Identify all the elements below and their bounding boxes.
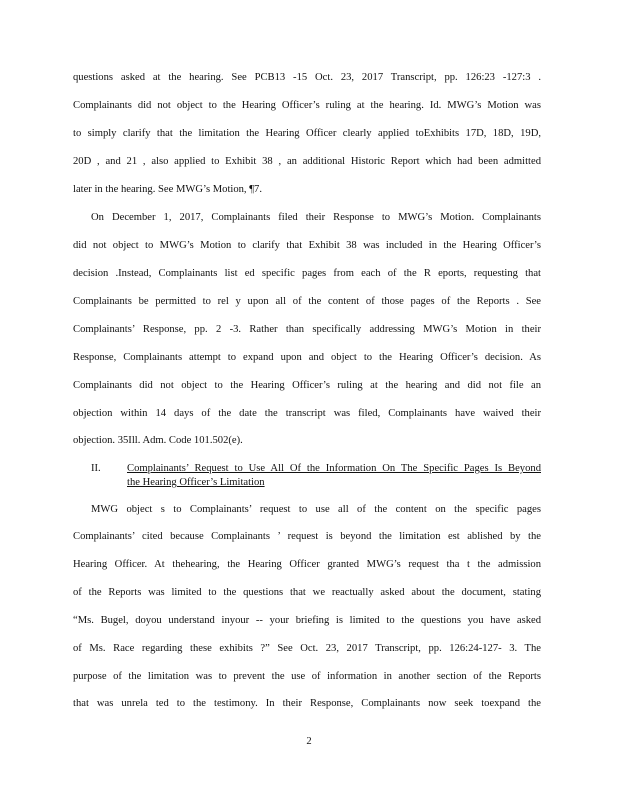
paragraph-2-line: did not object to MWG’s Motion to clarify that Exhibit 38 was included in the Hearing Officer’s: [73, 240, 541, 251]
paragraph-3-line: of the Reports was limited to the questions that we reactually asked about the document, stating: [73, 587, 541, 598]
paragraph-3-line: “Ms. Bugel, doyou understand inyour -- your briefing is limited to the questions you have asked: [73, 615, 541, 626]
paragraph-3-line: Hearing Officer. At thehearing, the Hearing Officer granted MWG’s request tha t the admission: [73, 559, 541, 570]
section-heading-line: Complainants’ Request to Use All Of the Information On The Specific Pages Is Beyond: [127, 463, 541, 474]
paragraph-2-line: Complainants did not object to the Hearing Officer’s ruling at the hearing and did not file an: [73, 380, 541, 391]
paragraph-2-line: Response, Complainants attempt to expand upon and object to the Hearing Officer’s decision. As: [73, 352, 541, 363]
paragraph-1-line: 20D , and 21 , also applied to Exhibit 38 , an additional Historic Report which had been admitted: [73, 156, 541, 167]
paragraph-3-line: of Ms. Race regarding these exhibits ?” See Oct. 23, 2017 Transcript, pp. 126:24-127- 3. The: [73, 643, 541, 654]
paragraph-3-line: Complainants’ cited because Complainants ’ request is beyond the limitation est ablished by the: [73, 531, 541, 542]
paragraph-1-line: questions asked at the hearing. See PCB13 -15 Oct. 23, 2017 Transcript, pp. 126:23 -127:3 .: [73, 72, 541, 83]
page-number: 2: [306, 736, 312, 747]
paragraph-3-line: that was unrela ted to the testimony. In their Response, Complainants now seek toexpand the: [73, 698, 541, 709]
paragraph-2-line: decision .Instead, Complainants list ed specific pages from each of the R eports, requesting that: [73, 268, 541, 279]
paragraph-3-line: purpose of the limitation was to prevent the use of information in another section of the Reports: [73, 671, 541, 682]
section-heading-line: the Hearing Officer’s Limitation: [127, 477, 265, 488]
paragraph-3-line: MWG object s to Complainants’ request to use all of the content on the specific pages: [91, 504, 541, 515]
paragraph-2-line: On December 1, 2017, Complainants filed their Response to MWG’s Motion. Complainants: [91, 212, 541, 223]
paragraph-1-line: to simply clarify that the limitation the Hearing Officer clearly applied toExhibits 17D, 18D, 19D,: [73, 128, 541, 139]
paragraph-2-line: objection. 35Ill. Adm. Code 101.502(e).: [73, 435, 243, 446]
paragraph-2-line: Complainants be permitted to rel y upon all of the content of those pages of the Reports . See: [73, 296, 541, 307]
section-number: II.: [91, 463, 101, 474]
paragraph-2-line: Complainants’ Response, pp. 2 -3. Rather than specifically addressing MWG’s Motion in their: [73, 324, 541, 335]
paragraph-1-line: Complainants did not object to the Hearing Officer’s ruling at the hearing. Id. MWG’s Motion was: [73, 100, 541, 111]
paragraph-1-line: later in the hearing. See MWG’s Motion, ¶7.: [73, 184, 262, 195]
paragraph-2-line: objection within 14 days of the date the transcript was filed, Complainants have waived their: [73, 408, 541, 419]
